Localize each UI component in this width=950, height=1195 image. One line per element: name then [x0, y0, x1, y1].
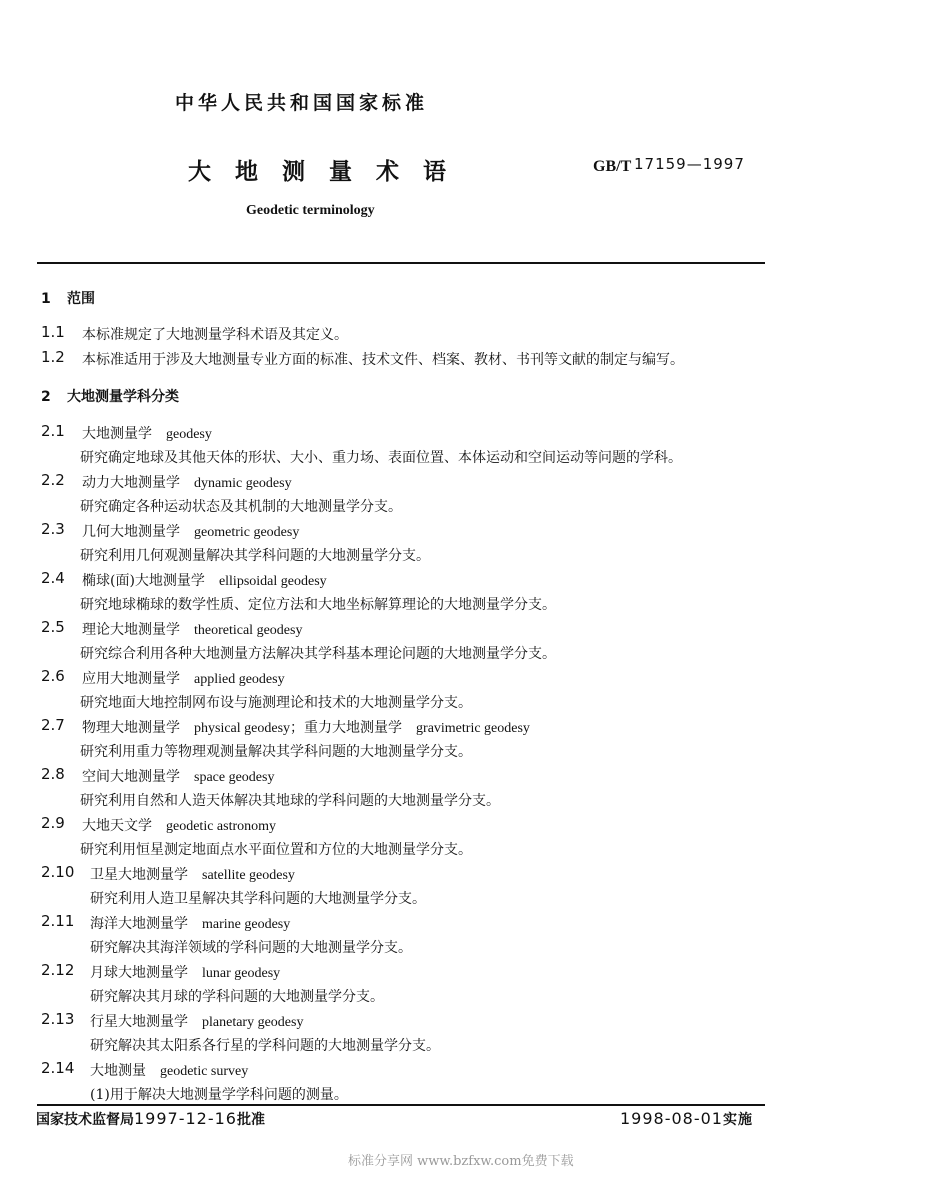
- term-zh: 几何大地测量学: [82, 524, 180, 540]
- term-en: marine geodesy: [202, 917, 291, 932]
- term-definition: 研究利用人造卫星解决其学科问题的大地测量学分支。: [90, 891, 426, 907]
- term-zh: 椭球(面)大地测量学: [82, 573, 205, 589]
- term-definition: 研究综合利用各种大地测量方法解决其学科基本理论问题的大地测量学分支。: [80, 646, 556, 662]
- term-en: geodesy: [166, 427, 212, 442]
- term-number: 2.13: [41, 1010, 75, 1028]
- term-en: dynamic geodesy: [194, 476, 292, 491]
- term-zh: 理论大地测量学: [82, 622, 180, 638]
- term-zh: 海洋大地测量学: [90, 916, 188, 932]
- term-number: 2.9: [41, 814, 65, 832]
- term-en: physical geodesy；重力大地测量学 gravimetric geodesy: [194, 721, 530, 736]
- page-title: 大地测量术语: [188, 159, 470, 185]
- bottom-divider: [37, 1104, 765, 1106]
- term-zh: 空间大地测量学: [82, 769, 180, 785]
- standard-body-heading: 中华人民共和国国家标准: [175, 92, 429, 114]
- clause-text: 本标准规定了大地测量学科术语及其定义。: [82, 327, 348, 343]
- term-entry: [90, 1060, 248, 1080]
- clause-number: 1.2: [41, 348, 65, 366]
- section-title: 大地测量学科分类: [67, 389, 179, 405]
- clause-number: 1.1: [41, 323, 65, 341]
- approval-line: [36, 1109, 265, 1129]
- term-entry: [82, 423, 212, 443]
- term-number: 2.10: [41, 863, 75, 881]
- term-entry: [82, 717, 530, 737]
- term-number: 2.2: [41, 471, 65, 489]
- term-en: geometric geodesy: [194, 525, 300, 540]
- term-zh: 大地天文学: [82, 818, 152, 834]
- term-entry: [82, 619, 302, 639]
- term-definition: 研究解决其太阳系各行星的学科问题的大地测量学分支。: [90, 1038, 440, 1054]
- term-entry: [90, 913, 290, 933]
- term-definition: 研究地球椭球的数学性质、定位方法和大地坐标解算理论的大地测量学分支。: [80, 597, 556, 613]
- term-definition: 研究利用恒星测定地面点水平面位置和方位的大地测量学分支。: [80, 842, 472, 858]
- standard-code: [593, 155, 745, 176]
- term-number: 2.11: [41, 912, 75, 930]
- term-zh: 卫星大地测量学: [90, 867, 188, 883]
- term-definition: 研究利用几何观测量解决其学科问题的大地测量学分支。: [80, 548, 430, 564]
- term-en: geodetic astronomy: [166, 819, 277, 834]
- term-number: 2.4: [41, 569, 65, 587]
- implementation-line: [620, 1109, 753, 1129]
- section-number: 1: [41, 291, 51, 307]
- term-number: 2.7: [41, 716, 65, 734]
- issuer: 国家技术监督局: [36, 1112, 134, 1128]
- term-definition: 研究确定各种运动状态及其机制的大地测量学分支。: [80, 499, 402, 515]
- top-divider: [37, 262, 765, 264]
- term-entry: [90, 962, 280, 982]
- term-entry: [82, 815, 276, 835]
- term-en: ellipsoidal geodesy: [218, 574, 327, 589]
- section-title: 范围: [67, 291, 95, 307]
- term-zh: 月球大地测量学: [90, 965, 188, 981]
- term-number: 2.1: [41, 422, 65, 440]
- term-zh: 大地测量学: [82, 426, 152, 442]
- standard-code-prefix: GB/T: [593, 158, 632, 175]
- clause-text: 本标准适用于涉及大地测量专业方面的标准、技术文件、档案、教材、书刊等文献的制定与编写。: [82, 352, 684, 368]
- section-number: 2: [41, 389, 51, 405]
- standard-code-number: 17159—1997: [634, 155, 745, 173]
- term-definition: 研究解决其月球的学科问题的大地测量学分支。: [90, 989, 384, 1005]
- term-zh: 动力大地测量学: [82, 475, 180, 491]
- term-zh: 物理大地测量学: [82, 720, 180, 736]
- term-number: 2.5: [41, 618, 65, 636]
- term-entry: [82, 472, 292, 492]
- term-number: 2.3: [41, 520, 65, 538]
- term-entry: [90, 864, 295, 884]
- term-entry: [82, 668, 285, 688]
- section-heading-scope: [41, 288, 95, 308]
- term-en: applied geodesy: [194, 672, 285, 687]
- term-en: satellite geodesy: [202, 868, 295, 883]
- term-definition: 研究利用自然和人造天体解决其地球的学科问题的大地测量学分支。: [80, 793, 500, 809]
- term-definition: 研究确定地球及其他天体的形状、大小、重力场、表面位置、本体运动和空间运动等问题的学科。: [80, 450, 682, 466]
- term-definition: 研究利用重力等物理观测量解决其学科问题的大地测量学分支。: [80, 744, 472, 760]
- term-en: space geodesy: [194, 770, 275, 785]
- implement-date: 1998-08-01: [620, 1109, 723, 1128]
- term-zh: 应用大地测量学: [82, 671, 180, 687]
- approve-label: 批准: [236, 1112, 265, 1128]
- approve-date: 1997-12-16: [134, 1109, 237, 1128]
- term-zh: 行星大地测量学: [90, 1014, 188, 1030]
- term-en: geodetic survey: [160, 1064, 249, 1079]
- term-definition: (1)用于解决大地测量学学科问题的测量。: [90, 1087, 348, 1103]
- term-entry: [82, 570, 327, 590]
- term-entry: [82, 521, 299, 541]
- term-zh: 大地测量: [90, 1063, 146, 1079]
- term-en: planetary geodesy: [202, 1015, 304, 1030]
- term-number: 2.12: [41, 961, 75, 979]
- implement-label: 实施: [722, 1112, 753, 1128]
- english-title: Geodetic terminology: [246, 203, 375, 218]
- term-number: 2.8: [41, 765, 65, 783]
- term-en: lunar geodesy: [202, 966, 281, 981]
- term-number: 2.14: [41, 1059, 75, 1077]
- term-number: 2.6: [41, 667, 65, 685]
- term-entry: [90, 1011, 303, 1031]
- term-definition: 研究地面大地控制网布设与施测理论和技术的大地测量学分支。: [80, 695, 472, 711]
- section-heading-classification: [41, 386, 179, 406]
- watermark-text: 标准分享网 www.bzfxw.com免费下载: [348, 1154, 574, 1169]
- term-en: theoretical geodesy: [194, 623, 303, 638]
- term-definition: 研究解决其海洋领域的学科问题的大地测量学分支。: [90, 940, 412, 956]
- term-entry: [82, 766, 274, 786]
